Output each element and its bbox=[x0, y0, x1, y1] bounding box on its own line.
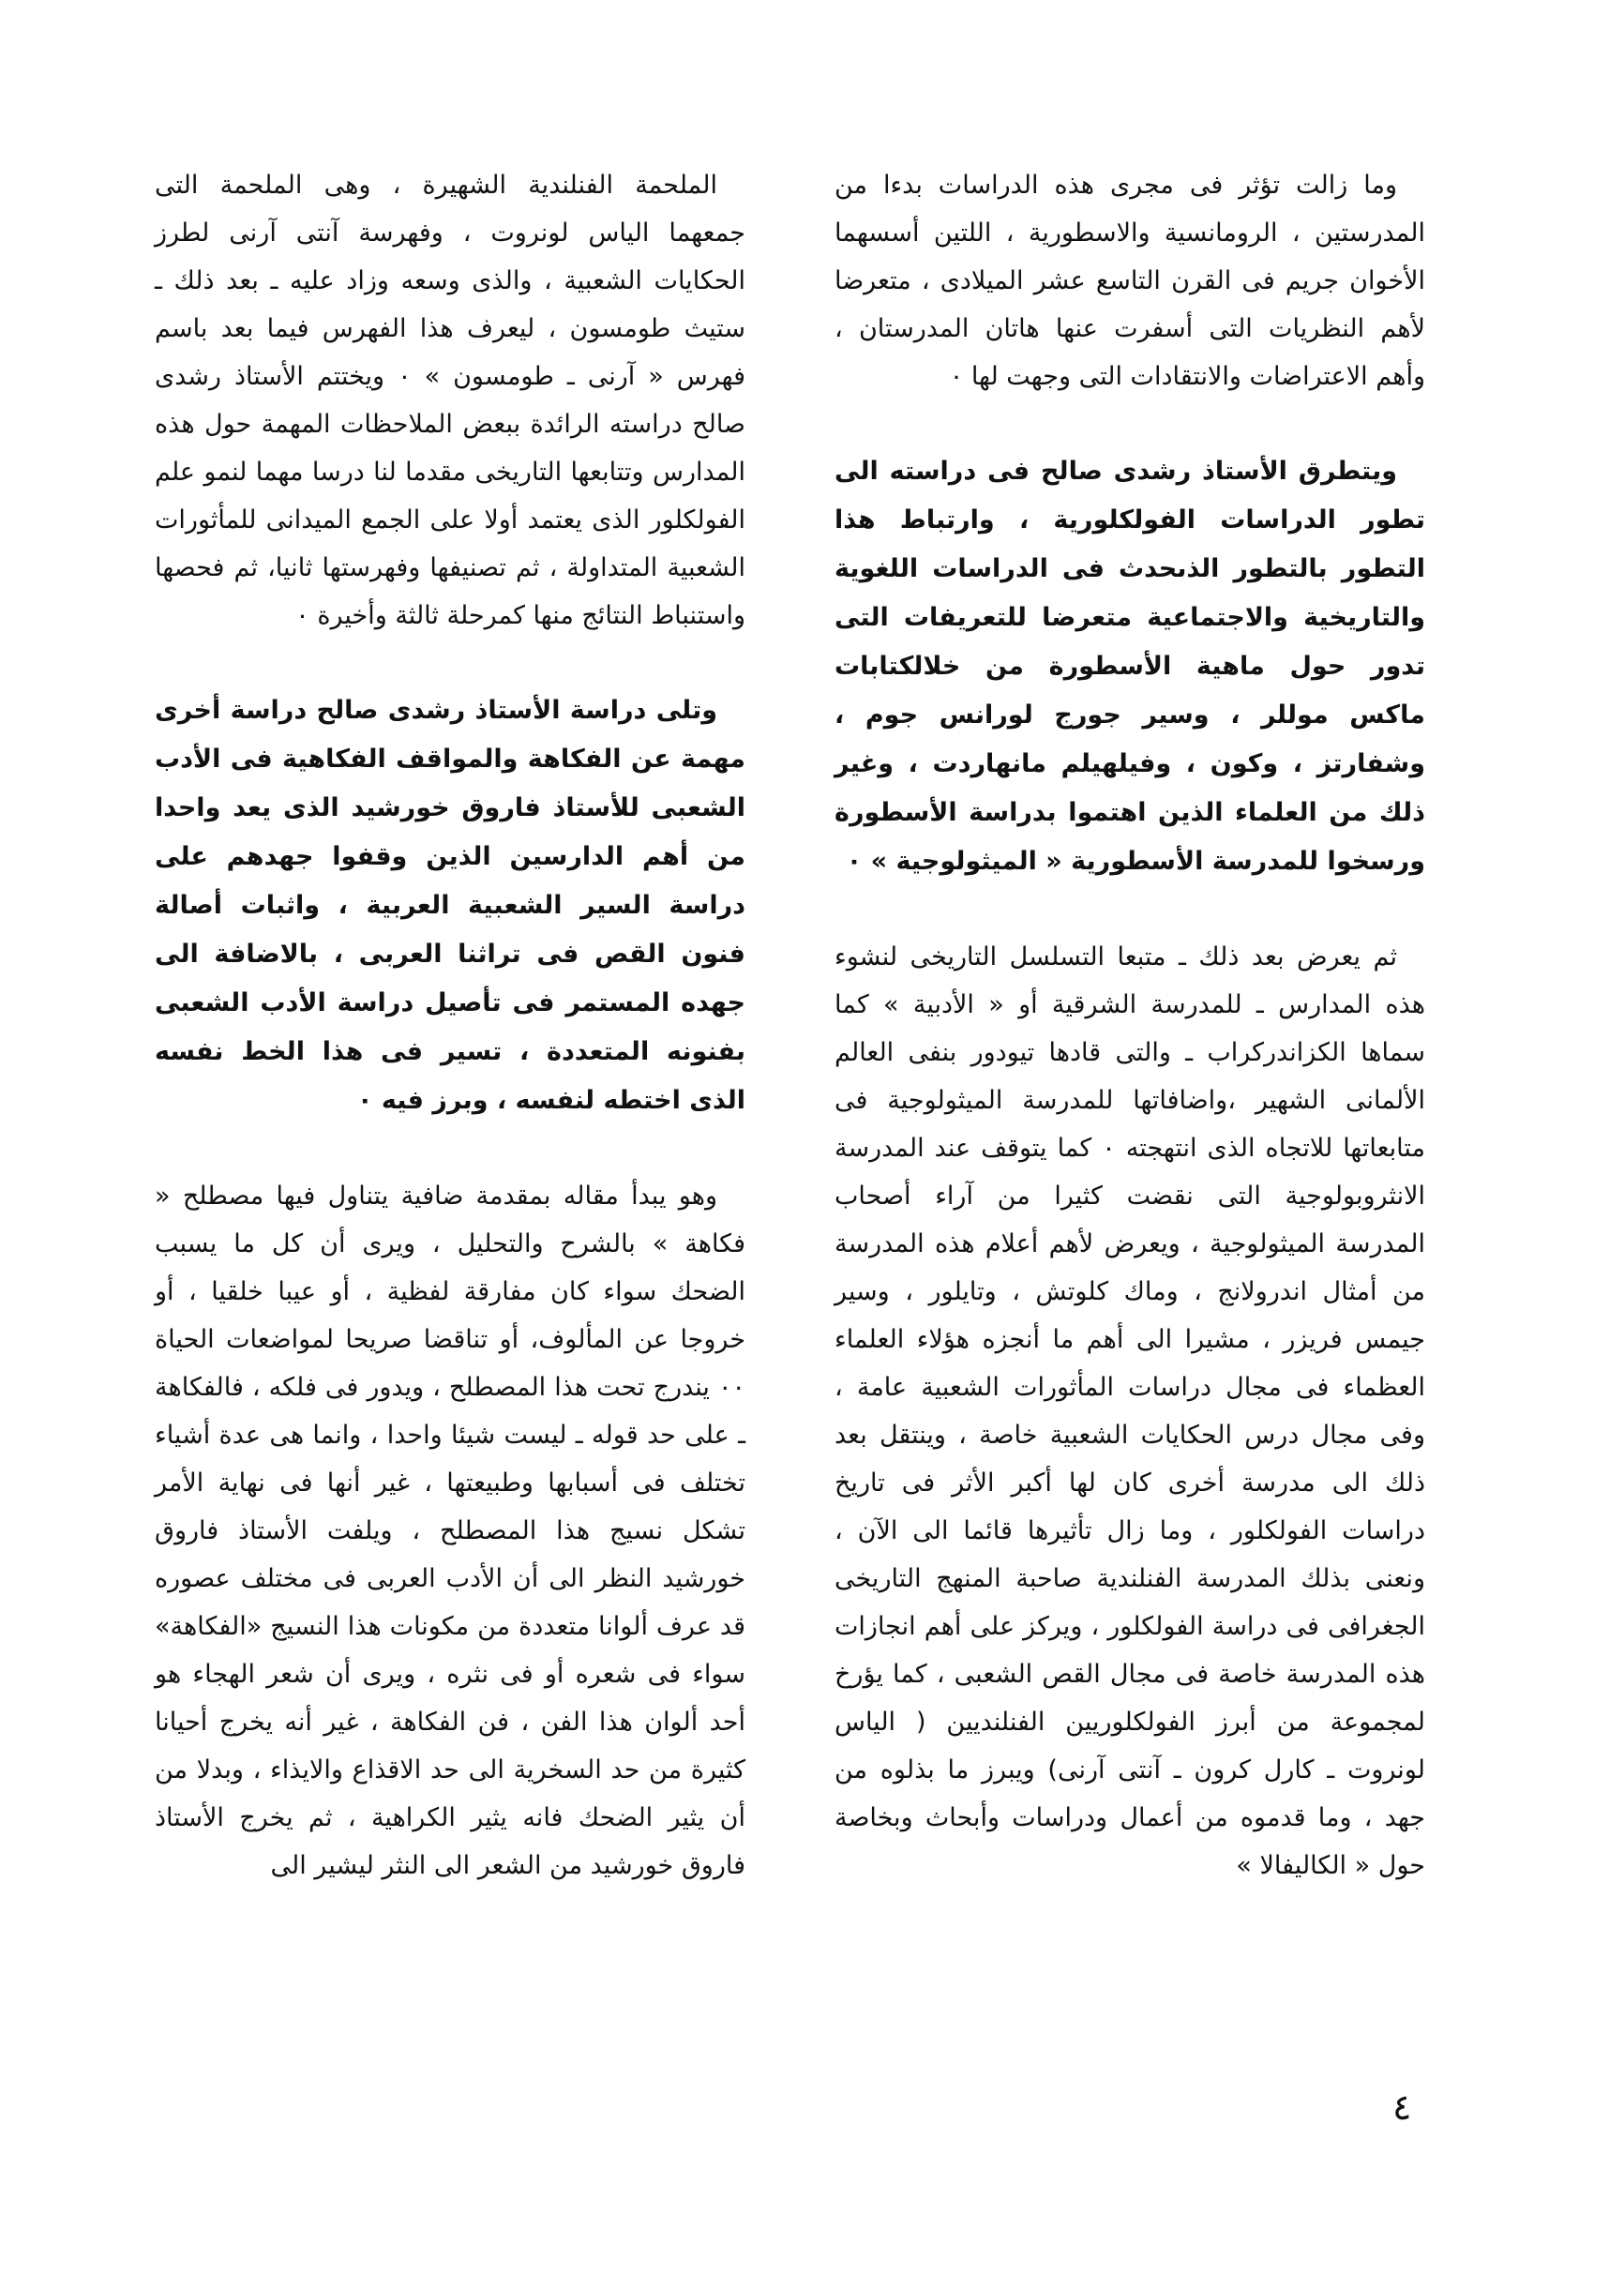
paragraph: ثم يعرض بعد ذلك ـ متبعا التسلسل التاريخى لنشوء هذه المدارس ـ للمدرسة الشرقية أو « الأدبية » كما سماها الكزاندركراب ـ والتى قادها تيودور بنفى العالم الألمانى الشهير ،واضافاتها للمدرسة الميثولوجية فى متابعاتها للاتجاه الذى انتهجته ٠ كما يتوقف عند المدرسة الانثروبولوجية التى نقضت كثيرا من آراء أصحاب المدرسة الميثولوجية ، ويعرض لأهم أعلام هذه المدرسة من أمثال اندرولانج ، وماك كلوتش ، وتايلور ، وسير جيمس فريزر ، مشيرا الى أهم ما أنجزه هؤلاء العلماء العظماء فى مجال دراسات المأثورات الشعبية عامة ، وفى مجال درس الحكايات الشعبية خاصة ، وينتقل بعد ذلك الى مدرسة أخرى كان لها أكبر الأثر فى تاريخ دراسات الفولكلور ، وما زال تأثيرها قائما الى الآن ، ونعنى بذلك المدرسة الفنلندية صاحبة المنهج التاريخى الجغرافى فى دراسة الفولكلور ، ويركز على أهم انجازات هذه المدرسة خاصة فى مجال القص الشعبى ، كما يؤرخ لمجموعة من أبرز الفولكلوريين الفنلنديين ( الياس لونروت ـ كارل كرون ـ آنتى آرنى) ويبرز ما بذلوه من جهد ، وما قدموه من أعمال ودراسات وأبحاث وبخاصة حول « الكاليفالا » bbox=[835, 942, 1425, 1880]
page-number: ٤ bbox=[1392, 2086, 1412, 2128]
paragraph: الملحمة الفنلندية الشهيرة ، وهى الملحمة التى جمعهما الياس لونروت ، وفهرسة آنتى آرنى لطرز الحكايات الشعبية ، والذى وسعه وزاد عليه ـ بعد ذلك ـ ستيث طومسون ، ليعرف هذا الفهرس فيما بعد باسم فهرس « آرنى ـ طومسون » ٠ ويختتم الأستاذ رشدى صالح دراسته الرائدة ببعض الملاحظات المهمة حول هذه المدارس وتتابعها التاريخى مقدما لنا درسا مهما لنمو علم الفولكلور الذى يعتمد أولا على الجمع الميدانى للمأثورات الشعبية المتداولة ، ثم تصنيفها وفهرستها ثانيا، ثم فحصها واستنباط النتائج منها كمرحلة ثالثة وأخيرة ٠ bbox=[155, 171, 745, 630]
bold-paragraph: وتلى دراسة الأستاذ رشدى صالح دراسة أخرى مهمة عن الفكاهة والمواقف الفكاهية فى الأدب الشعبى للأستاذ فاروق خورشيد الذى يعد واحدا من أهم الدارسين الذين وقفوا جهدهم على دراسة السير الشعبية العربية ، واثبات أصالة فنون القص فى تراثنا العربى ، بالاضافة الى جهده المستمر فى تأصيل دراسة الأدب الشعبى بفنونه المتعددة ، تسير فى هذا الخط نفسه الذى اختطه لنفسه ، وبرز فيه ٠ bbox=[155, 696, 745, 1115]
paragraph: وهو يبدأ مقاله بمقدمة ضافية يتناول فيها مصطلح « فكاهة » بالشرح والتحليل ، ويرى أن كل ما يسبب الضحك سواء كان مفارقة لفظية ، أو عيبا خلقيا ، أو خروجا عن المألوف، أو تناقضا صريحا لمواضعات الحياة ٠٠ يندرج تحت هذا المصطلح ، ويدور فى فلكه ، فالفكاهة ـ على حد قوله ـ ليست شيئا واحدا ، وانما هى عدة أشياء تختلف فى أسبابها وطبيعتها ، غير أنها فى نهاية الأمر تشكل نسيج هذا المصطلح ، ويلفت الأستاذ فاروق خورشيد النظر الى أن الأدب العربى فى مختلف عصوره قد عرف ألوانا متعددة من مكونات هذا النسيج «الفكاهة» سواء فى شعره أو فى نثره ، ويرى أن شعر الهجاء هو أحد ألوان هذا الفن ، فن الفكاهة ، غير أنه يخرج أحيانا كثيرة من حد السخرية الى حد الاقذاع والايذاء ، وبدلا من أن يثير الضحك فانه يثير الكراهية ، ثم يخرج الأستاذ فاروق خورشيد من الشعر الى النثر ليشير الى bbox=[155, 1182, 745, 1880]
right-column bbox=[835, 161, 1425, 1936]
left-column bbox=[155, 161, 745, 1936]
paragraph: وما زالت تؤثر فى مجرى هذه الدراسات بدءا من المدرستين ، الرومانسية والاسطورية ، اللتين أسسهما الأخوان جريم فى القرن التاسع عشر الميلادى ، متعرضا لأهم النظريات التى أسفرت عنها هاتان المدرستان ، وأهم الاعتراضات والانتقادات التى وجهت لها ٠ bbox=[835, 171, 1425, 391]
bold-paragraph: ويتطرق الأستاذ رشدى صالح فى دراسته الى تطور الدراسات الفولكلورية ، وارتباط هذا التطور بالتطور الذىحدث فى الدراسات اللغوية والتاريخية والاجتماعية متعرضا للتعريفات التى تدور حول ماهية الأسطورة من خلالكتابات ماكس موللر ، وسير جورج لورانس جوم ، وشفارتز ، وكون ، وفيلهيلم مانهاردت ، وغير ذلك من العلماء الذين اهتموا بدراسة الأسطورة ورسخوا للمدرسة الأسطورية « الميثولوجية » ٠ bbox=[835, 457, 1425, 876]
